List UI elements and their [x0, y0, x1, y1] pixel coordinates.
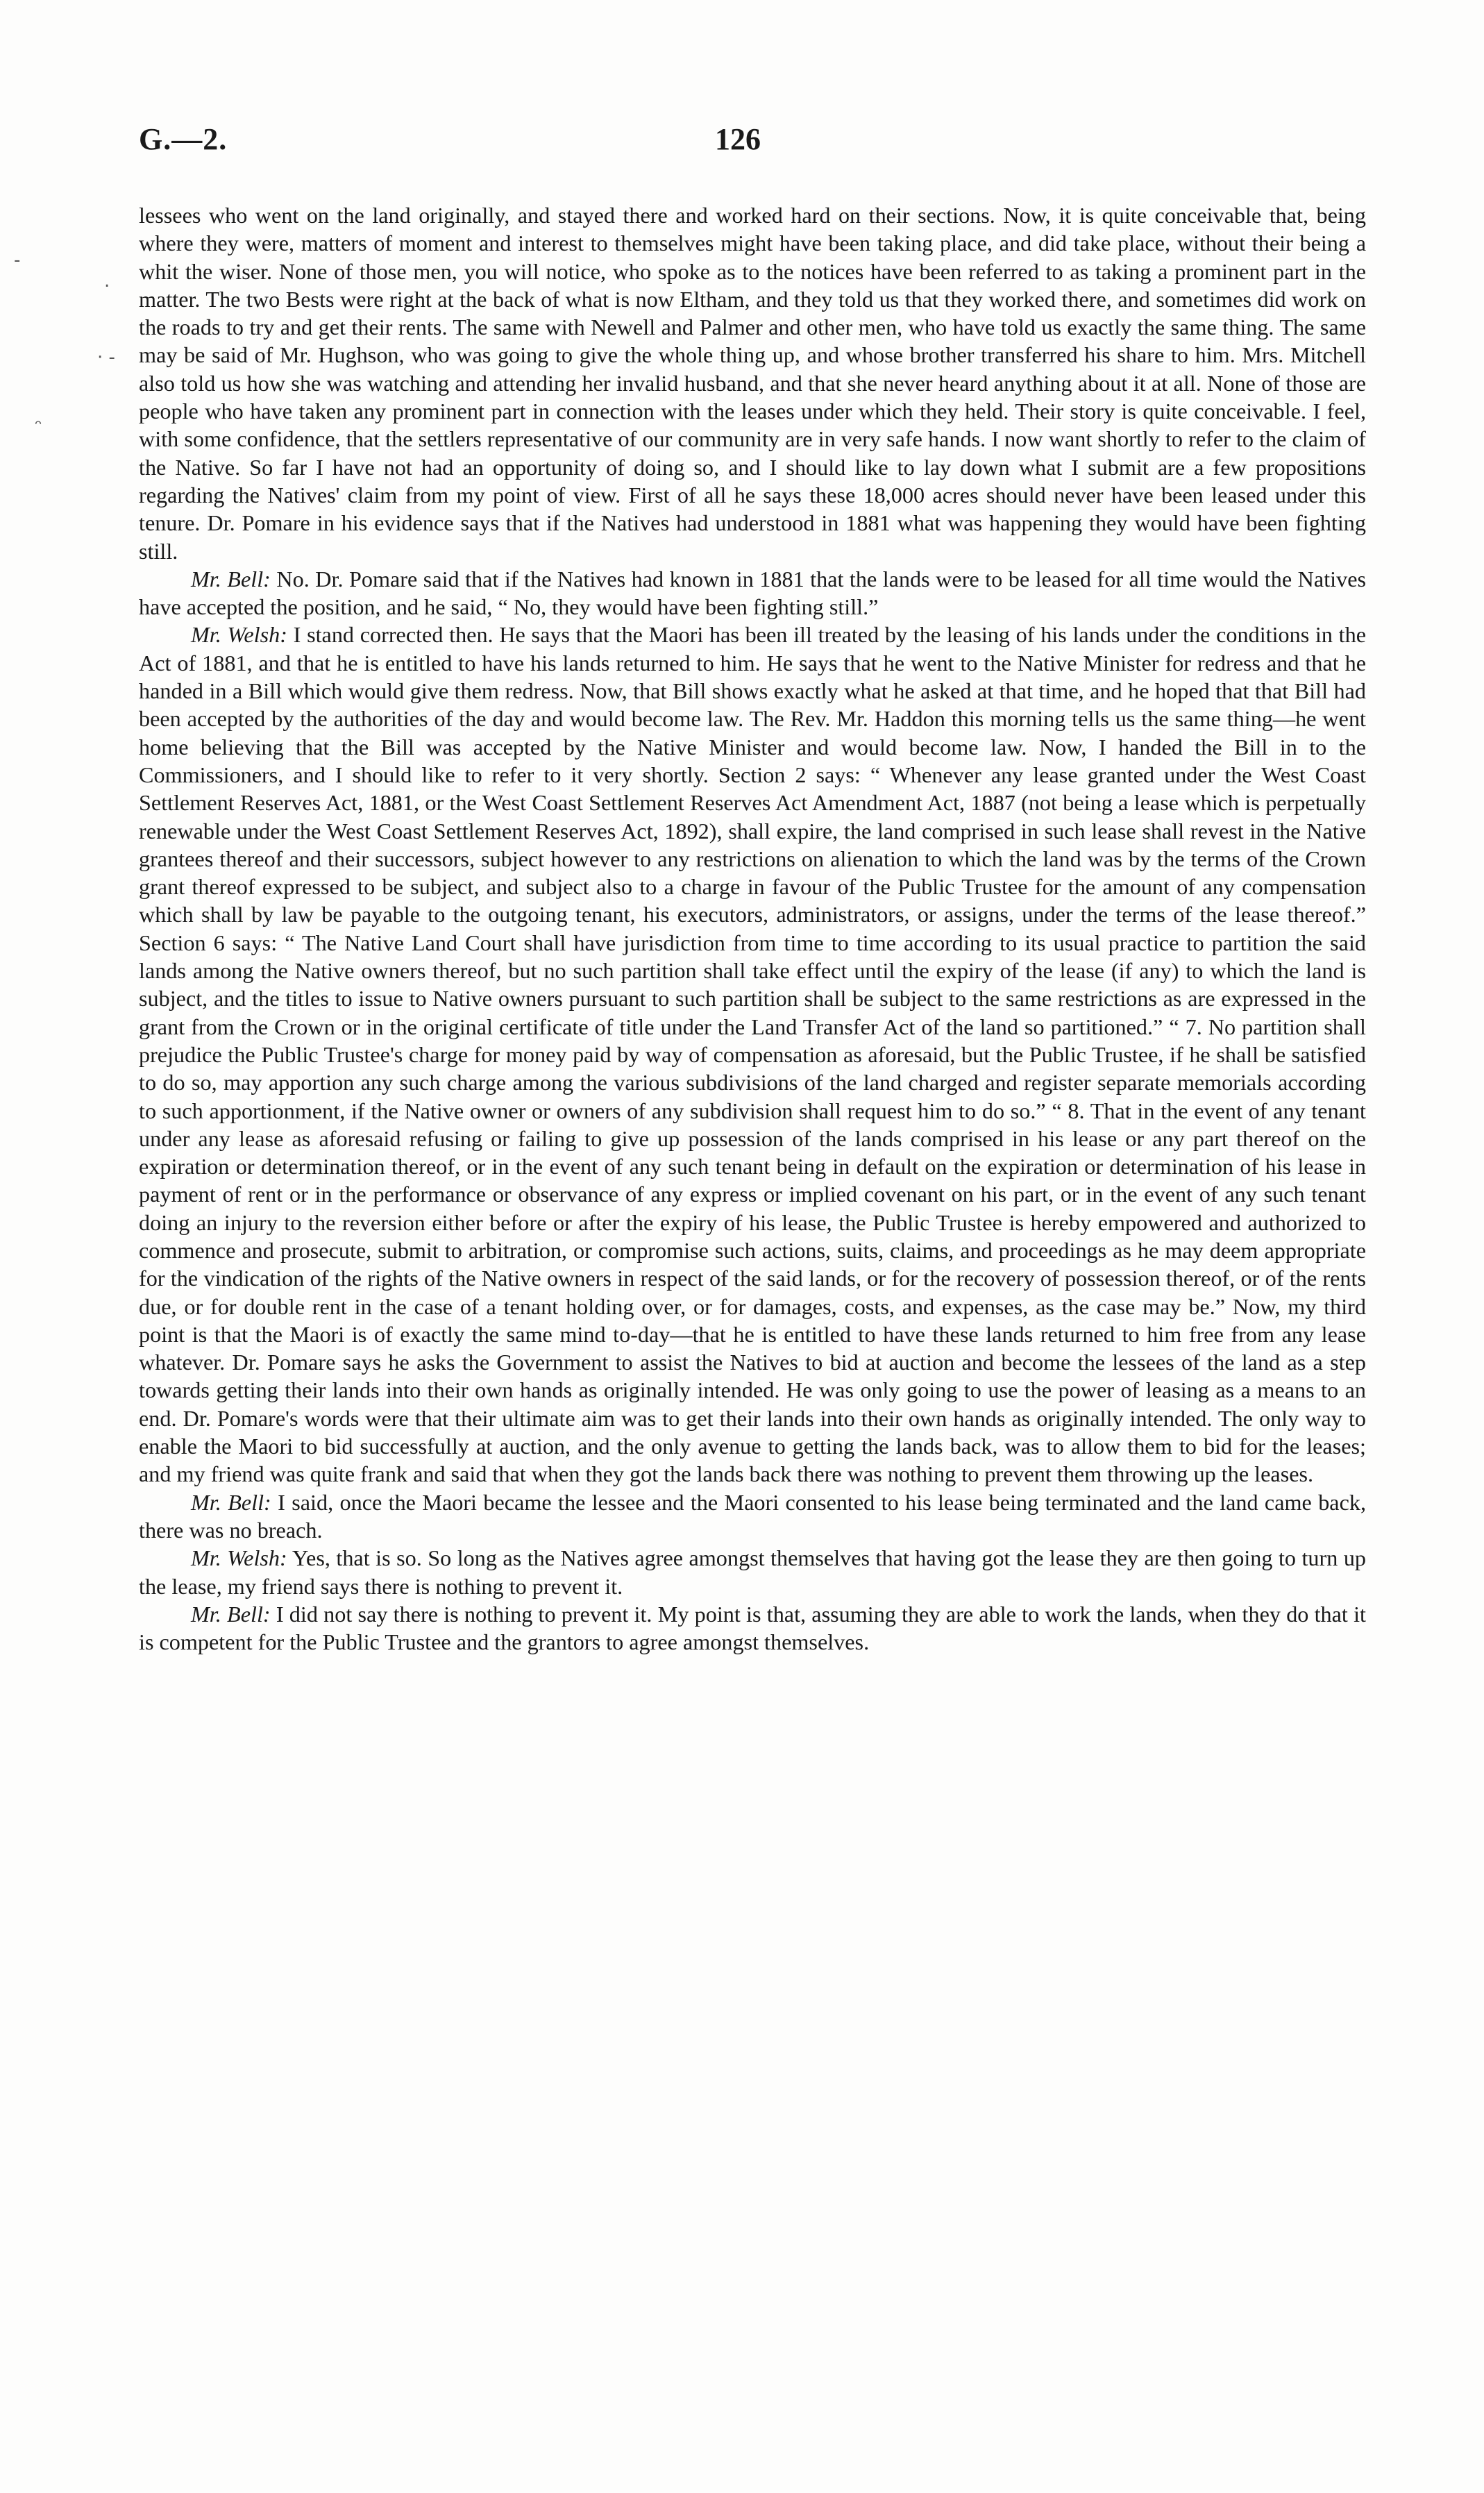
- paragraph: [139, 565, 1366, 621]
- speaker-name: Mr. Welsh:: [191, 1545, 287, 1571]
- paragraph-text: Yes, that is so. So long as the Natives agree amongst themselves that having got the lease they are then going to turn up the lease, my friend says there is nothing to prevent it.: [139, 1545, 1367, 1599]
- paragraph: [139, 621, 1366, 1488]
- paragraph-text: lessees who went on the land originally, and stayed there and worked hard on their sections. Now, it is quite conceivable that, being where they were, matters of moment and interest to themselves might have been taking place, and did take place, without their being a whit the wiser. None of those men, you will notice, who spoke as to the notices have been referred to as taking a prominent part in the matter. The two Bests were right at the back of what is now Eltham, and they told us that they worked there, and sometimes did work on the roads to try and get their rents. The same with Newell and Palmer and other men, who have told us exactly the same thing. The same may be said of Mr. Hughson, who was going to give the whole thing up, and whose brother transferred his share to him. Mrs. Mitchell also told us how she was watching and attending her invalid husband, and that she never heard anything about it at all. None of those are people who have taken any prominent part in connection with the leases under which they held. Their story is quite conceivable. I feel, with some confidence, that the settlers representative of our community are in very safe hands. I now want shortly to refer to the claim of the Native. So far I have not had an opportunity of doing so, and I should like to lay down what I submit are a few propositions regarding the Natives' claim from my point of view. First of all he says these 18,000 acres should never have been leased under this tenure. Dr. Pomare in his evidence says that if the Natives had understood in 1881 what was happening they would have been fighting still.: [139, 203, 1366, 564]
- paragraph-text: I said, once the Maori became the lessee and the Maori consented to his lease being terminated and the land came back, there was no breach.: [139, 1489, 1366, 1543]
- paragraph: [139, 1544, 1366, 1600]
- page-header: [139, 121, 1367, 170]
- document-code: G.—2.: [139, 122, 228, 156]
- margin-mark: -: [14, 250, 21, 271]
- paragraph-text: I did not say there is nothing to prevent it. My point is that, assuming they are able to work the lands, when they do that it is competent for the Public Trustee and the grantors to agree amongst themselves.: [139, 1601, 1366, 1655]
- margin-mark: ᵔ: [35, 417, 42, 437]
- paragraph-text: I stand corrected then. He says that the Maori has been ill treated by the leasing of his lands under the conditions in the Act of 1881, and that he is entitled to have his lands returned to him. He says that he went to the Native Minister for redress and that he handed in a Bill which would give them redress. Now, that Bill shows exactly what he asked at that time, and he hoped that that Bill had been accepted by the authorities of the day and would become law. The Rev. Mr. Haddon this morning tells us the same thing—he went home believing that the Bill was accepted by the Native Minister and would become law. Now, I handed the Bill in to the Commissioners, and I should like to refer to it very shortly. Section 2 says: “ Whenever any lease granted under the West Coast Settlement Reserves Act, 1881, or the West Coast Settlement Reserves Act Amendment Act, 1887 (not being a lease which is perpetually renewable under the West Coast Settlement Reserves Act, 1892), shall expire, the land comprised in such lease shall revest in the Native grantees thereof and their successors, subject however to any restrictions on alienation to which the land was by the terms of the Crown grant thereof expressed to be subject, and subject also to a charge in favour of the Public Trustee for the amount of any compensation which shall by law be payable to the outgoing tenant, his executors, administrators, or assigns, under the terms of the lease thereof.” Section 6 says: “ The Native Land Court shall have jurisdiction from time to time according to its usual practice to partition the said lands among the Native owners thereof, but no such partition shall take effect until the expiry of the lease (if any) to which the land is subject, and the titles to issue to Native owners pursuant to such partition shall be subject to the same restrictions as are expressed in the grant from the Crown or in the original certificate of title under the Land Transfer Act of the land so partitioned.” “ 7. No partition shall prejudice the Public Trustee's charge for money paid by way of compensation as aforesaid, but the Public Trustee, if he shall be satisfied to do so, may apportion any such charge among the various subdivisions of the land charged and register separate memorials according to such apportionment, if the Native owner or owners of any subdivision shall request him to do so.” “ 8. That in the event of any tenant under any lease as aforesaid refusing or failing to give up possession of the lands comprised in his lease or any part thereof on the expiration or determination thereof, or in the event of any such tenant being in default on the expiration or determination of his lease in payment of rent or in the performance or observance of any express or implied covenant on his part, or in the event of any such tenant doing an injury to the reversion either before or after the expiry of his lease, the Public Trustee is hereby empowered and authorized to commence and prosecute, submit to arbitration, or compromise such actions, suits, claims, and proceedings as he may deem appropriate for the vindication of the rights of the Native owners in respect of the said lands, or for the recovery of possession thereof, or of the rents due, or for double rent in the case of a tenant holding over, or for damages, costs, and expenses, as the case may be.” Now, my third point is that the Maori is of exactly the same mind to-day—that he is entitled to have these lands returned to him free from any lease whatever. Dr. Pomare says he asks the Government to assist the Natives to bid at auction and become the lessees of the land as a step towards getting their lands into their own hands as originally intended. He was only going to use the power of leasing as a means to an end. Dr. Pomare's words were that their ultimate aim was to get their lands into their own hands as originally intended. The only way to enable the Maori to bid successfully at auction, and the only avenue to getting the lands back, was to allow them to bid for the leases; and my friend was quite frank and said that when they got the lands back there was nothing to prevent them throwing up the leases.: [139, 622, 1366, 1487]
- paragraph: [139, 201, 1366, 565]
- margin-mark: · -: [97, 347, 115, 368]
- page-number: 126: [715, 122, 761, 156]
- speaker-name: Mr. Welsh:: [191, 622, 287, 648]
- speaker-name: Mr. Bell:: [191, 1601, 271, 1627]
- paragraph: [139, 1600, 1366, 1656]
- paragraph-text: No. Dr. Pomare said that if the Natives had known in 1881 that the lands were to be leased for all time would the Natives have accepted the position, and he said, “ No, they would have been fighting still.”: [139, 566, 1367, 620]
- document-body: [139, 201, 1366, 1656]
- paragraph: [139, 1488, 1366, 1545]
- speaker-name: Mr. Bell:: [191, 1489, 271, 1515]
- speaker-name: Mr. Bell:: [191, 566, 271, 591]
- margin-mark: .: [104, 271, 110, 292]
